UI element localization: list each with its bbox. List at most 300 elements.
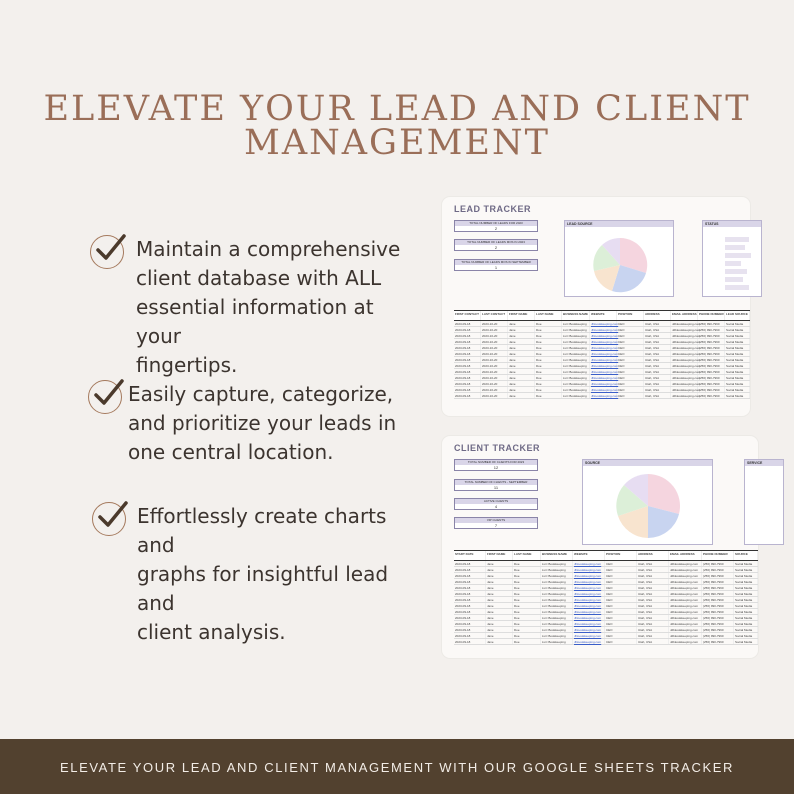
column-header: PHONE NUMBER bbox=[702, 551, 734, 560]
table-cell: Utah, USA bbox=[644, 357, 671, 362]
table-cell: Jane bbox=[508, 381, 535, 386]
table-cell: Utah, USA bbox=[637, 633, 669, 638]
lead-tracker-preview bbox=[442, 197, 750, 416]
table-cell: CEO bbox=[617, 333, 644, 338]
table-cell: JDoookkeeping.com bbox=[591, 334, 619, 338]
client-tracker-preview bbox=[442, 436, 763, 658]
table-cell: Jane bbox=[486, 609, 513, 614]
table-cell: Jane bbox=[508, 333, 535, 338]
table-cell: JDoookkeeping.com bbox=[591, 364, 619, 368]
table-cell: Utah, USA bbox=[637, 579, 669, 584]
table-cell: Utah, USA bbox=[644, 393, 671, 398]
table-cell: 2023-09-18 bbox=[454, 627, 486, 632]
table-cell: (256) 990-7990 bbox=[698, 345, 725, 350]
table-cell: 2023-09-18 bbox=[454, 615, 486, 620]
table-cell: 2023-09-18 bbox=[454, 591, 486, 596]
table-cell: (256) 990-7990 bbox=[698, 381, 725, 386]
table-cell: 2023-10-20 bbox=[481, 387, 508, 392]
table-cell: Social Media bbox=[734, 573, 758, 578]
table-cell: CEO bbox=[605, 573, 637, 578]
column-header: BUSINESS NAME bbox=[541, 551, 573, 560]
title-line-2: MANAGEMENT bbox=[244, 123, 550, 163]
table-cell: CEO bbox=[605, 591, 637, 596]
table-cell: Doe bbox=[513, 597, 541, 602]
column-header: START DATE bbox=[454, 551, 486, 560]
table-cell: CEO bbox=[605, 579, 637, 584]
table-cell: Utah, USA bbox=[637, 597, 669, 602]
table-cell: Doe bbox=[513, 627, 541, 632]
check-circle-icon bbox=[90, 235, 124, 269]
lead-source-chart bbox=[564, 220, 674, 297]
table-cell: 2023-09-18 bbox=[454, 597, 486, 602]
table-cell: LLC Bookkeeping bbox=[541, 573, 573, 578]
kpi-label: VIP CLIENTS bbox=[455, 518, 537, 523]
table-cell: CEO bbox=[605, 627, 637, 632]
table-cell: (256) 990-7990 bbox=[698, 357, 725, 362]
table-cell: Doe bbox=[513, 609, 541, 614]
table-cell: Jane bbox=[486, 639, 513, 644]
table-cell: Jdbkookkeeping.com bbox=[669, 621, 702, 626]
table-cell: 2023-09-18 bbox=[454, 381, 481, 386]
table-cell: Utah, USA bbox=[644, 381, 671, 386]
table-cell: 2023-10-20 bbox=[481, 393, 508, 398]
table-cell: Social Media bbox=[725, 387, 750, 392]
page-title bbox=[0, 89, 794, 163]
table-cell: 2023-10-20 bbox=[481, 375, 508, 380]
table-cell: JDoookkeeping.com bbox=[573, 633, 605, 638]
table-cell: Jdbkookkeeping.com bbox=[669, 603, 702, 608]
client-source-chart bbox=[582, 459, 713, 545]
pie-chart bbox=[565, 227, 673, 297]
table-cell: Jdbkookkeeping.com bbox=[672, 388, 701, 392]
table-cell: Doe bbox=[513, 573, 541, 578]
table-cell: Jdbkookkeeping.com bbox=[672, 328, 701, 332]
table-cell: Social Media bbox=[734, 591, 758, 596]
table-cell: Social Media bbox=[725, 321, 750, 326]
column-header: LEAD SOURCE bbox=[725, 311, 750, 320]
kpi-box bbox=[454, 498, 538, 510]
table-cell: LLC Bookkeeping bbox=[541, 561, 573, 566]
table-cell: JDoookkeeping.com bbox=[573, 639, 605, 644]
kpi-label: TOTAL NUMBER OF LEADS MOS IN 2023 bbox=[455, 240, 537, 245]
table-cell: (256) 990-7990 bbox=[698, 369, 725, 374]
table-cell: CEO bbox=[605, 561, 637, 566]
panel-title: LEAD SOURCE bbox=[565, 221, 673, 227]
table-cell: Doe bbox=[535, 363, 562, 368]
table-cell: CEO bbox=[605, 615, 637, 620]
table-cell: Jane bbox=[486, 633, 513, 638]
kpi-box bbox=[454, 517, 538, 529]
footer-text: ELEVATE YOUR LEAD AND CLIENT MANAGEMENT WITH OUR GOOGLE SHEETS TRACKER bbox=[59, 760, 734, 775]
table-cell: (256) 990-7990 bbox=[698, 393, 725, 398]
table-cell: Social Media bbox=[734, 579, 758, 584]
table-cell: Jdbkookkeeping.com bbox=[672, 382, 701, 386]
table-cell: (256) 990-7990 bbox=[702, 615, 734, 620]
column-header: PHONE NUMBER bbox=[698, 311, 725, 320]
table-cell: Social Media bbox=[734, 561, 758, 566]
table-cell: Jdbkookkeeping.com bbox=[669, 591, 702, 596]
table-cell: Doe bbox=[535, 381, 562, 386]
table-cell: (256) 990-7990 bbox=[698, 351, 725, 356]
table-cell: (256) 990-7990 bbox=[698, 363, 725, 368]
table-cell: CEO bbox=[617, 393, 644, 398]
table-cell: 2023-10-20 bbox=[481, 345, 508, 350]
title-line-1: ELEVATE YOUR LEAD AND CLIENT bbox=[43, 89, 751, 129]
table-cell: Social Media bbox=[734, 603, 758, 608]
table-cell: Jdbkookkeeping.com bbox=[669, 639, 702, 644]
table-cell: LLC Bookkeeping bbox=[541, 615, 573, 620]
table-cell: LLC Bookkeeping bbox=[562, 327, 590, 332]
table-cell: Utah, USA bbox=[644, 387, 671, 392]
table-cell: Utah, USA bbox=[637, 621, 669, 626]
table-cell: JDoookkeeping.com bbox=[591, 340, 619, 344]
kpi-label: TOTAL NUMBER OF CLIENTS - SEPTEMBER bbox=[455, 480, 537, 485]
table-cell: 2023-09-18 bbox=[454, 369, 481, 374]
table-cell: JDoookkeeping.com bbox=[573, 627, 605, 632]
table-cell: Social Media bbox=[734, 621, 758, 626]
kpi-value: 2 bbox=[494, 226, 498, 231]
table-cell: JDoookkeeping.com bbox=[573, 567, 605, 572]
table-cell: CEO bbox=[617, 369, 644, 374]
table-cell: Social Media bbox=[725, 363, 750, 368]
table-cell: LLC Bookkeeping bbox=[562, 357, 590, 362]
table-cell: CEO bbox=[605, 597, 637, 602]
kpi-label: TOTAL NUMBER OF CLIENTS FOR 2023 bbox=[455, 460, 537, 465]
feature-line: and prioritize your leads in bbox=[128, 411, 397, 435]
table-cell: 2023-09-18 bbox=[454, 561, 486, 566]
table-cell: Utah, USA bbox=[644, 333, 671, 338]
table-cell: CEO bbox=[605, 621, 637, 626]
table-cell: (256) 990-7990 bbox=[702, 561, 734, 566]
table-cell: 2023-09-18 bbox=[454, 339, 481, 344]
table-cell: Social Media bbox=[725, 333, 750, 338]
table-cell: Jane bbox=[508, 339, 535, 344]
table-cell: Social Media bbox=[734, 615, 758, 620]
table-cell: Doe bbox=[535, 387, 562, 392]
table-cell: Jdbkookkeeping.com bbox=[672, 346, 701, 350]
table-cell: Utah, USA bbox=[637, 567, 669, 572]
column-header: POSITION bbox=[617, 311, 644, 320]
table-cell: Jdbkookkeeping.com bbox=[669, 633, 702, 638]
table-cell: Jdbkookkeeping.com bbox=[672, 364, 701, 368]
kpi-box bbox=[454, 259, 538, 271]
kpi-value: 7 bbox=[494, 523, 498, 528]
column-header: ADDRESS bbox=[637, 551, 669, 560]
table-cell: Jane bbox=[508, 327, 535, 332]
table-cell: Doe bbox=[513, 621, 541, 626]
table-cell: Social Media bbox=[725, 345, 750, 350]
table-cell: CEO bbox=[605, 585, 637, 590]
table-cell: JDoookkeeping.com bbox=[573, 597, 605, 602]
table-cell: Doe bbox=[513, 561, 541, 566]
table-cell: Jane bbox=[486, 579, 513, 584]
table-cell: 2023-09-18 bbox=[454, 357, 481, 362]
table-row bbox=[454, 393, 750, 399]
table-cell: Utah, USA bbox=[637, 591, 669, 596]
lead-table bbox=[454, 310, 750, 399]
panel-title: SOURCE bbox=[583, 460, 712, 466]
table-cell: CEO bbox=[605, 609, 637, 614]
table-cell: LLC Bookkeeping bbox=[541, 585, 573, 590]
table-cell: 2023-10-20 bbox=[481, 381, 508, 386]
table-cell: JDoookkeeping.com bbox=[591, 358, 619, 362]
table-cell: CEO bbox=[617, 351, 644, 356]
table-cell: 2023-10-20 bbox=[481, 369, 508, 374]
table-cell: Jdbkookkeeping.com bbox=[669, 585, 702, 590]
table-cell: JDoookkeeping.com bbox=[591, 376, 619, 380]
table-cell: 2023-09-18 bbox=[454, 363, 481, 368]
table-cell: Jdbkookkeeping.com bbox=[672, 334, 701, 338]
table-cell: LLC Bookkeeping bbox=[562, 375, 590, 380]
feature-line: Maintain a comprehensive bbox=[136, 237, 401, 261]
table-cell: 2023-09-18 bbox=[454, 621, 486, 626]
column-header: EMAIL ADDRESS bbox=[671, 311, 698, 320]
table-cell: Social Media bbox=[725, 357, 750, 362]
table-cell: Social Media bbox=[725, 369, 750, 374]
table-cell: Doe bbox=[513, 633, 541, 638]
column-header: EMAIL ADDRESS bbox=[669, 551, 702, 560]
table-cell: (256) 990-7990 bbox=[702, 603, 734, 608]
table-cell: (256) 990-7990 bbox=[698, 387, 725, 392]
table-cell: Doe bbox=[535, 369, 562, 374]
feature-line: client analysis. bbox=[137, 620, 286, 644]
table-cell: Social Media bbox=[734, 597, 758, 602]
table-cell: 2023-10-20 bbox=[481, 357, 508, 362]
table-cell: Jdbkookkeeping.com bbox=[669, 627, 702, 632]
table-cell: Utah, USA bbox=[637, 561, 669, 566]
table-cell: Social Media bbox=[725, 375, 750, 380]
table-cell: LLC Bookkeeping bbox=[562, 333, 590, 338]
column-header: LAST NAME bbox=[535, 311, 562, 320]
table-cell: LLC Bookkeeping bbox=[541, 621, 573, 626]
table-cell: CEO bbox=[617, 357, 644, 362]
pie-chart bbox=[583, 466, 712, 544]
table-cell: 2023-09-18 bbox=[454, 387, 481, 392]
table-cell: JDoookkeeping.com bbox=[591, 370, 619, 374]
table-cell: Doe bbox=[535, 351, 562, 356]
table-cell: Utah, USA bbox=[637, 609, 669, 614]
kpi-value: 11 bbox=[493, 485, 499, 490]
panel-title: STATUS bbox=[703, 221, 761, 227]
feature-line: fingertips. bbox=[136, 353, 238, 377]
table-cell: LLC Bookkeeping bbox=[541, 609, 573, 614]
table-cell: Social Media bbox=[734, 567, 758, 572]
table-cell: Social Media bbox=[725, 327, 750, 332]
table-cell: 2023-09-18 bbox=[454, 375, 481, 380]
table-cell: Doe bbox=[535, 345, 562, 350]
table-cell: Utah, USA bbox=[644, 345, 671, 350]
table-cell: (256) 990-7990 bbox=[702, 609, 734, 614]
table-cell: Jane bbox=[508, 393, 535, 398]
column-header: LAST NAME bbox=[513, 551, 541, 560]
table-cell: CEO bbox=[605, 603, 637, 608]
table-cell: CEO bbox=[617, 363, 644, 368]
table-cell: Jane bbox=[508, 375, 535, 380]
table-cell: Jane bbox=[508, 363, 535, 368]
table-cell: Jdbkookkeeping.com bbox=[669, 597, 702, 602]
kpi-label: TOTAL NUMBER OF LEADS MOS IN SEPTEMBER bbox=[455, 260, 537, 265]
table-cell: CEO bbox=[617, 375, 644, 380]
column-header: ADDRESS bbox=[644, 311, 671, 320]
column-header: WEBSITE bbox=[590, 311, 617, 320]
check-circle-icon bbox=[92, 502, 126, 536]
table-cell: Social Media bbox=[734, 633, 758, 638]
table-cell: 2023-09-18 bbox=[454, 321, 481, 326]
table-cell: Utah, USA bbox=[644, 321, 671, 326]
table-cell: JDoookkeeping.com bbox=[591, 394, 619, 398]
table-cell: Jdbkookkeeping.com bbox=[672, 358, 701, 362]
table-cell: Jdbkookkeeping.com bbox=[669, 561, 702, 566]
table-cell: CEO bbox=[617, 387, 644, 392]
table-cell: Doe bbox=[513, 567, 541, 572]
table-cell: LLC Bookkeeping bbox=[562, 351, 590, 356]
feature-text bbox=[128, 380, 396, 467]
kpi-box bbox=[454, 220, 538, 232]
table-cell: (256) 990-7990 bbox=[702, 639, 734, 644]
table-cell: Doe bbox=[535, 321, 562, 326]
table-cell: 2023-09-18 bbox=[454, 351, 481, 356]
table-cell: LLC Bookkeeping bbox=[562, 321, 590, 326]
table-cell: Jdbkookkeeping.com bbox=[672, 376, 701, 380]
kpi-box bbox=[454, 459, 538, 471]
table-cell: LLC Bookkeeping bbox=[562, 393, 590, 398]
table-cell: 2023-09-18 bbox=[454, 567, 486, 572]
table-cell: (256) 990-7990 bbox=[702, 597, 734, 602]
table-cell: JDoookkeeping.com bbox=[573, 585, 605, 590]
table-cell: Utah, USA bbox=[637, 603, 669, 608]
table-cell: 2023-09-18 bbox=[454, 327, 481, 332]
panel-title: SERVICE bbox=[745, 460, 783, 466]
table-cell: (256) 990-7990 bbox=[702, 585, 734, 590]
table-cell: 2023-09-18 bbox=[454, 609, 486, 614]
table-cell: JDoookkeeping.com bbox=[573, 615, 605, 620]
table-cell: 2023-09-18 bbox=[454, 579, 486, 584]
table-cell: CEO bbox=[605, 567, 637, 572]
table-cell: 2023-09-18 bbox=[454, 639, 486, 644]
table-cell: 2023-10-20 bbox=[481, 327, 508, 332]
table-cell: CEO bbox=[617, 345, 644, 350]
table-cell: LLC Bookkeeping bbox=[541, 603, 573, 608]
table-cell: Utah, USA bbox=[637, 615, 669, 620]
column-header: SOURCE bbox=[734, 551, 758, 560]
table-cell: Utah, USA bbox=[644, 351, 671, 356]
table-cell: 2023-10-20 bbox=[481, 363, 508, 368]
table-cell: LLC Bookkeeping bbox=[562, 381, 590, 386]
table-cell: Doe bbox=[513, 639, 541, 644]
table-cell: Jane bbox=[486, 597, 513, 602]
table-cell: LLC Bookkeeping bbox=[541, 579, 573, 584]
table-cell: JDoookkeeping.com bbox=[591, 382, 619, 386]
table-cell: 2023-09-18 bbox=[454, 393, 481, 398]
table-cell: LLC Bookkeeping bbox=[541, 567, 573, 572]
table-cell: Doe bbox=[535, 339, 562, 344]
table-cell: JDoookkeeping.com bbox=[573, 609, 605, 614]
table-cell: (256) 990-7990 bbox=[702, 633, 734, 638]
table-cell: (256) 990-7990 bbox=[702, 591, 734, 596]
table-cell: Social Media bbox=[734, 639, 758, 644]
table-cell: Utah, USA bbox=[644, 369, 671, 374]
kpi-label: ACTIVE CLIENTS bbox=[455, 499, 537, 504]
table-cell: Jdbkookkeeping.com bbox=[672, 394, 701, 398]
feature-item bbox=[92, 502, 427, 647]
table-cell: Doe bbox=[535, 327, 562, 332]
table-cell: JDoookkeeping.com bbox=[591, 388, 619, 392]
table-cell: 2023-09-18 bbox=[454, 345, 481, 350]
table-cell: Jdbkookkeeping.com bbox=[672, 340, 701, 344]
feature-item bbox=[90, 235, 420, 380]
table-cell: Doe bbox=[535, 375, 562, 380]
table-cell: Jdbkookkeeping.com bbox=[669, 567, 702, 572]
table-cell: Doe bbox=[513, 603, 541, 608]
feature-text bbox=[137, 502, 427, 647]
table-cell: Social Media bbox=[725, 381, 750, 386]
table-cell: (256) 990-7990 bbox=[698, 375, 725, 380]
feature-line: Effortlessly create charts and bbox=[137, 504, 387, 557]
table-header bbox=[454, 551, 758, 561]
table-cell: Jane bbox=[486, 567, 513, 572]
table-cell: CEO bbox=[617, 321, 644, 326]
table-cell: (256) 990-7990 bbox=[702, 579, 734, 584]
column-header: BUSINESS NAME bbox=[562, 311, 590, 320]
table-cell: 2023-10-20 bbox=[481, 333, 508, 338]
table-cell: Jane bbox=[508, 351, 535, 356]
client-table bbox=[454, 550, 758, 645]
table-cell: Jdbkookkeeping.com bbox=[669, 573, 702, 578]
table-cell: Jane bbox=[486, 561, 513, 566]
column-header: LAST CONTACT bbox=[481, 311, 508, 320]
lead-tracker-title: LEAD TRACKER bbox=[454, 204, 531, 214]
table-cell: (256) 990-7990 bbox=[702, 627, 734, 632]
table-cell: 2023-09-18 bbox=[454, 585, 486, 590]
feature-item bbox=[88, 380, 418, 467]
feature-line: Easily capture, categorize, bbox=[128, 382, 394, 406]
table-cell: Utah, USA bbox=[637, 627, 669, 632]
table-cell: JDoookkeeping.com bbox=[573, 579, 605, 584]
table-cell: LLC Bookkeeping bbox=[562, 345, 590, 350]
table-cell: Utah, USA bbox=[637, 573, 669, 578]
column-header: FIRST NAME bbox=[508, 311, 535, 320]
table-cell: Doe bbox=[535, 357, 562, 362]
table-cell: LLC Bookkeeping bbox=[562, 339, 590, 344]
table-cell: Jane bbox=[486, 585, 513, 590]
table-cell: JDoookkeeping.com bbox=[591, 346, 619, 350]
table-cell: JDoookkeeping.com bbox=[591, 352, 619, 356]
table-cell: Utah, USA bbox=[644, 339, 671, 344]
column-header: POSITION bbox=[605, 551, 637, 560]
table-cell: (256) 990-7990 bbox=[702, 573, 734, 578]
feature-text bbox=[136, 235, 420, 380]
table-cell: (256) 990-7990 bbox=[702, 567, 734, 572]
table-cell: Utah, USA bbox=[644, 375, 671, 380]
table-cell: LLC Bookkeeping bbox=[562, 387, 590, 392]
table-cell: Jane bbox=[508, 321, 535, 326]
table-cell: Jane bbox=[508, 357, 535, 362]
table-cell: CEO bbox=[617, 327, 644, 332]
table-cell: JDoookkeeping.com bbox=[573, 573, 605, 578]
table-cell: LLC Bookkeeping bbox=[541, 639, 573, 644]
table-cell: Jane bbox=[508, 369, 535, 374]
table-cell: (256) 990-7990 bbox=[698, 333, 725, 338]
table-cell: CEO bbox=[605, 639, 637, 644]
table-cell: Social Media bbox=[725, 393, 750, 398]
table-cell: Utah, USA bbox=[644, 327, 671, 332]
table-cell: LLC Bookkeeping bbox=[562, 363, 590, 368]
bar-chart bbox=[703, 227, 761, 297]
column-header: FIRST NAME bbox=[486, 551, 513, 560]
table-cell: Jdbkookkeeping.com bbox=[669, 615, 702, 620]
table-cell: LLC Bookkeeping bbox=[541, 597, 573, 602]
kpi-value: 1 bbox=[494, 265, 498, 270]
